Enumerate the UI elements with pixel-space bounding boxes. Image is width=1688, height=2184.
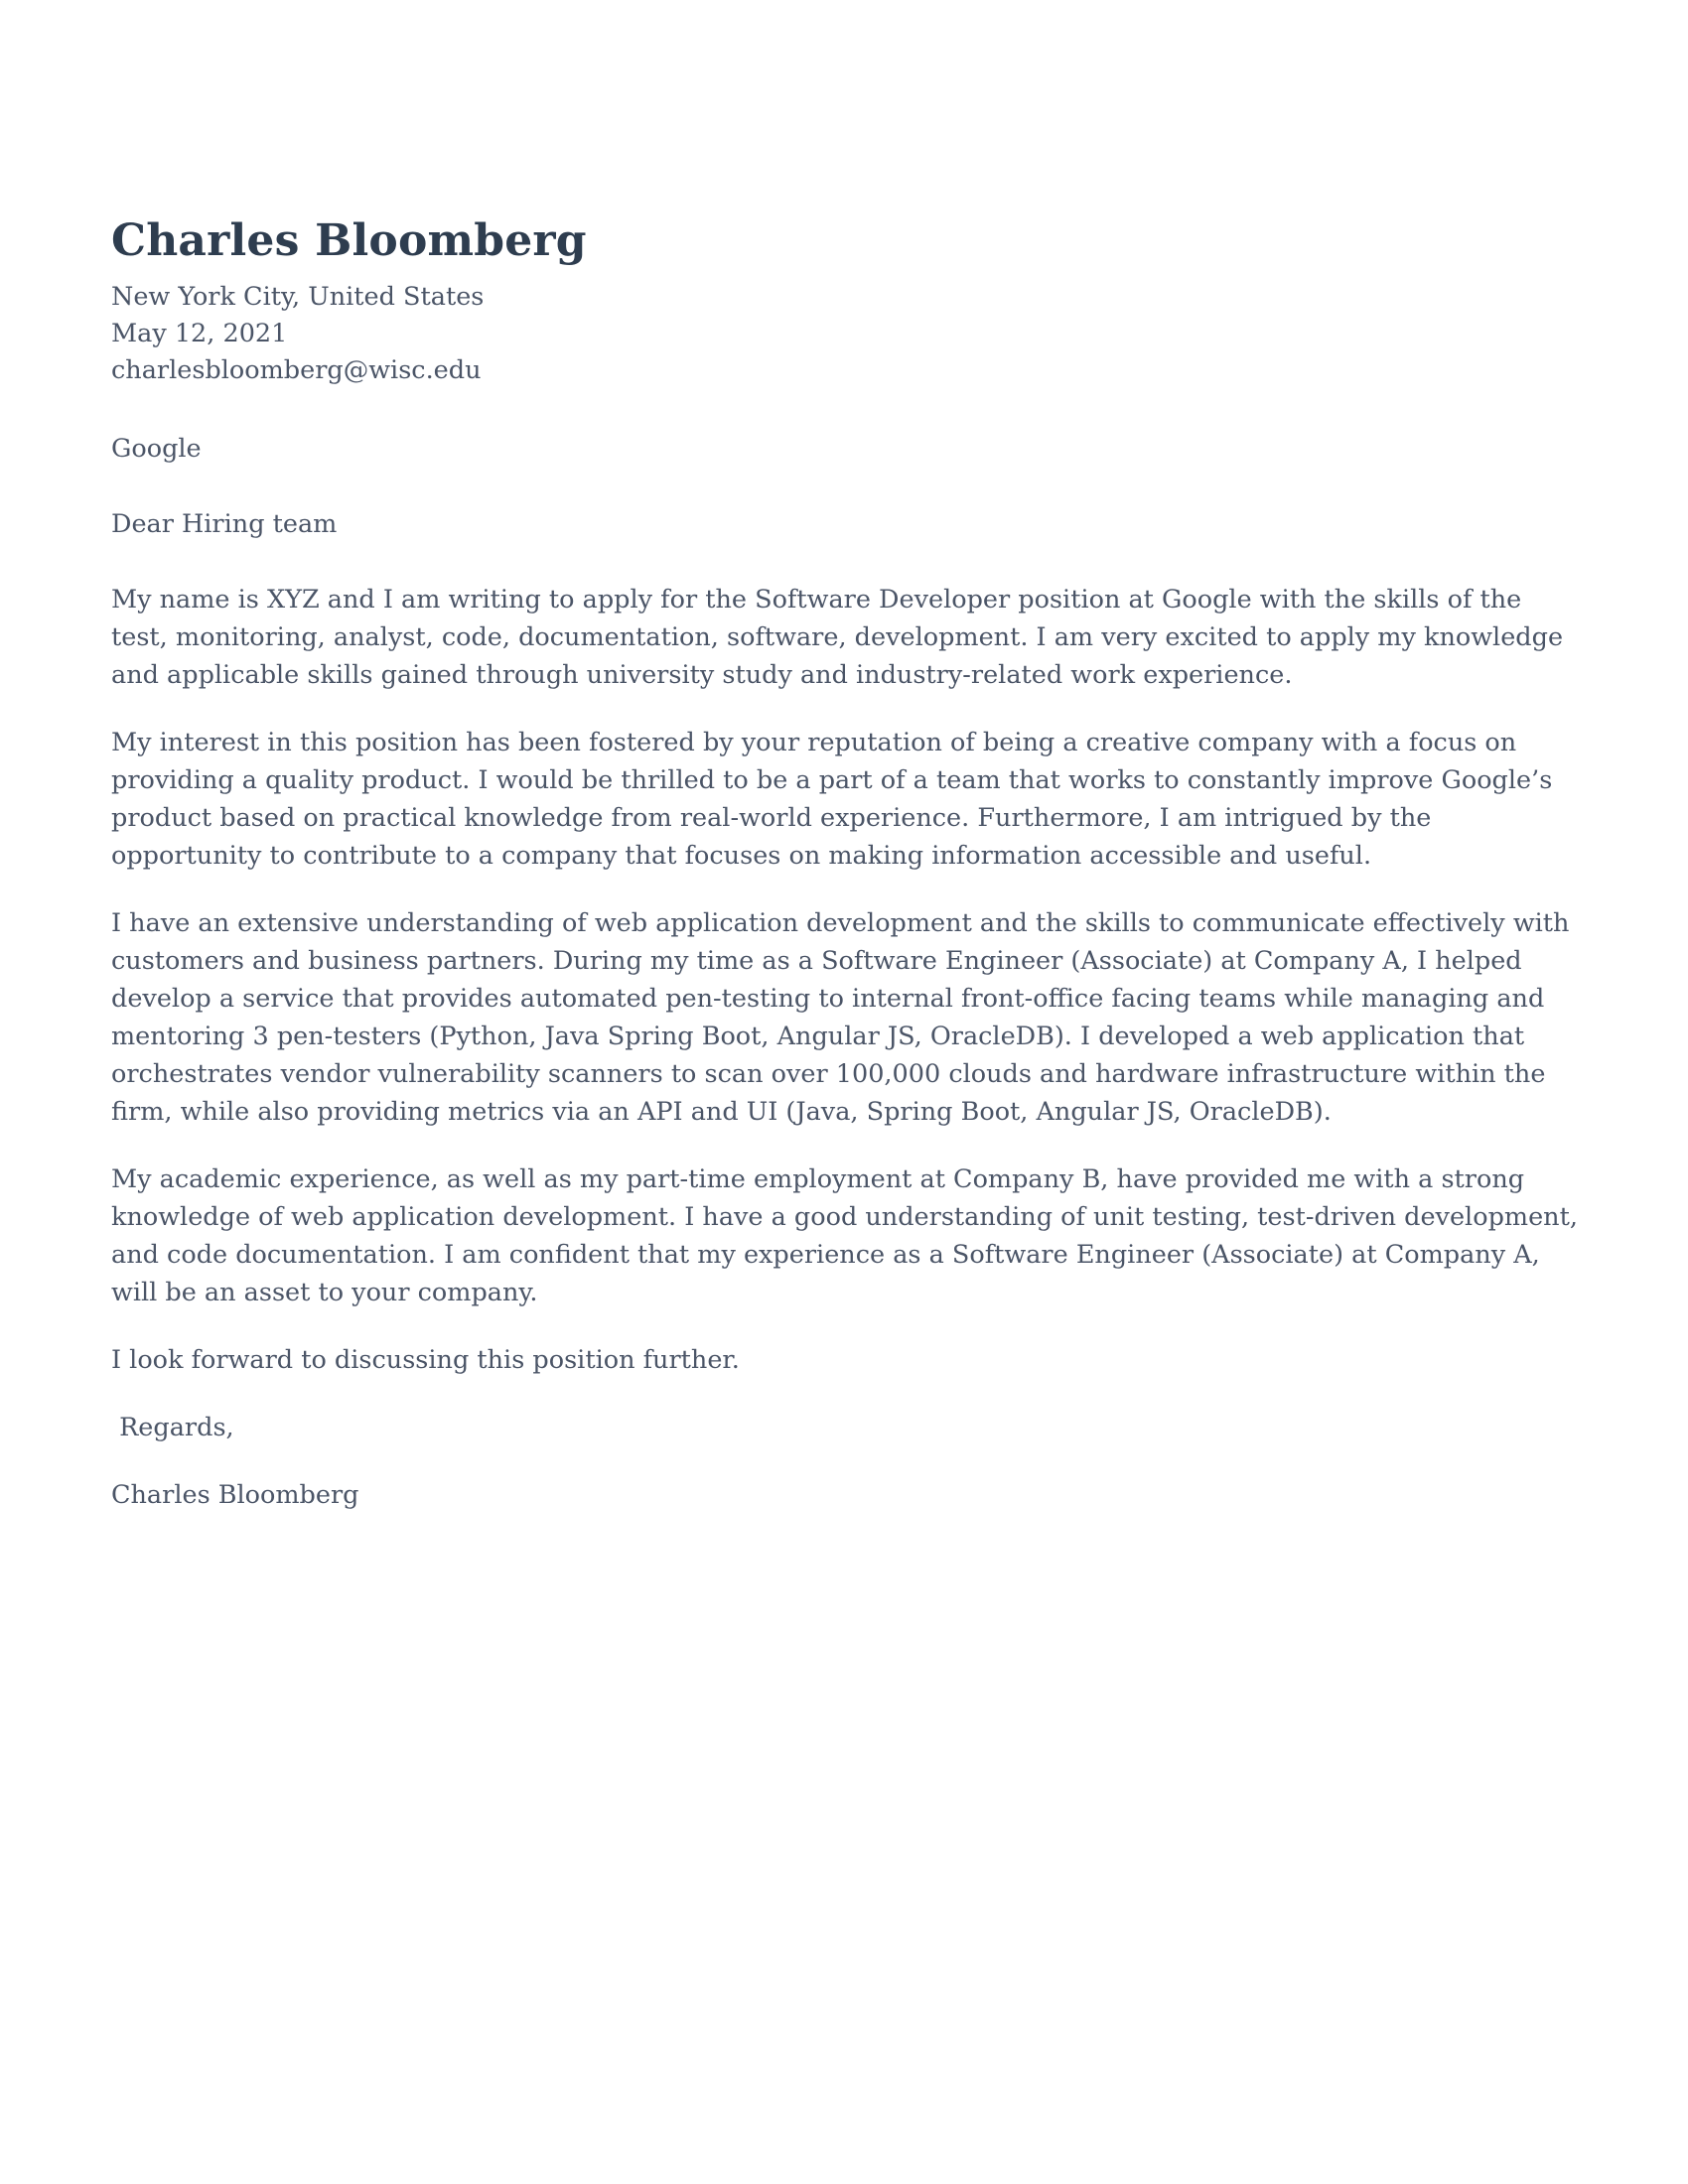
salutation: Dear Hiring team	[111, 509, 338, 540]
spacer	[111, 1131, 1581, 1160]
signature-name: Charles Bloomberg	[111, 1480, 359, 1511]
body-paragraph-1: My name is XYZ and I am writing to apply for the Software Developer position at Google with the skills of the test, monitoring, analyst, code, documentation, software, development. I am very excited to apply my knowledge and applicable skills gained through university study and industry-related work experience.	[111, 585, 1564, 691]
sender-email[interactable]: charlesbloomberg@wisc.edu	[111, 355, 482, 386]
spacer	[111, 875, 1581, 904]
sender-contact-block	[111, 279, 1581, 389]
spacer	[111, 468, 1581, 505]
cover-letter-body	[111, 216, 1581, 1514]
sender-location: New York City, United States	[111, 282, 485, 313]
recipient-company: Google	[111, 434, 202, 465]
body-paragraph-4: My academic experience, as well as my part-time employment at Company B, have provided me with a strong knowledge of web application development. I have a good understanding of unit testing, test-driven development, and code documentation. I am confident that my experience as a Software Engineer (Associate) at Company A, will be an asset to your company.	[111, 1164, 1578, 1308]
spacer	[111, 389, 1581, 430]
spacer	[111, 1446, 1581, 1476]
body-paragraph-3: I have an extensive understanding of web application development and the skills to communicate effectively with customers and business partners. During my time as a Software Engineer (Associate) at Company A, I helped develop a service that provides automated pen-testing to internal front-office facing teams while managing and mentoring 3 pen-testers (Python, Java Spring Boot, Angular JS, OracleDB). I developed a web application that orchestrates vendor vulnerability scanners to scan over 100,000 clouds and hardware infrastructure within the firm, while also providing metrics via an API and UI (Java, Spring Boot, Angular JS, OracleDB).	[111, 908, 1570, 1128]
letter-date: May 12, 2021	[111, 319, 288, 349]
closing-statement: I look forward to discussing this position further.	[111, 1345, 740, 1376]
spacer	[111, 1379, 1581, 1409]
sender-name: Charles Bloomberg	[111, 215, 587, 266]
spacer	[111, 543, 1581, 581]
spacer	[111, 1311, 1581, 1341]
closing-salutation: Regards,	[111, 1413, 234, 1443]
spacer	[111, 694, 1581, 724]
body-paragraph-2: My interest in this position has been fostered by your reputation of being a creative company with a focus on providing a quality product. I would be thrilled to be a part of a team that works to constantly improve Google’s product based on practical knowledge from real-world experience. Furthermore, I am intrigued by the opportunity to contribute to a company that focuses on making information accessible and useful.	[111, 728, 1553, 872]
